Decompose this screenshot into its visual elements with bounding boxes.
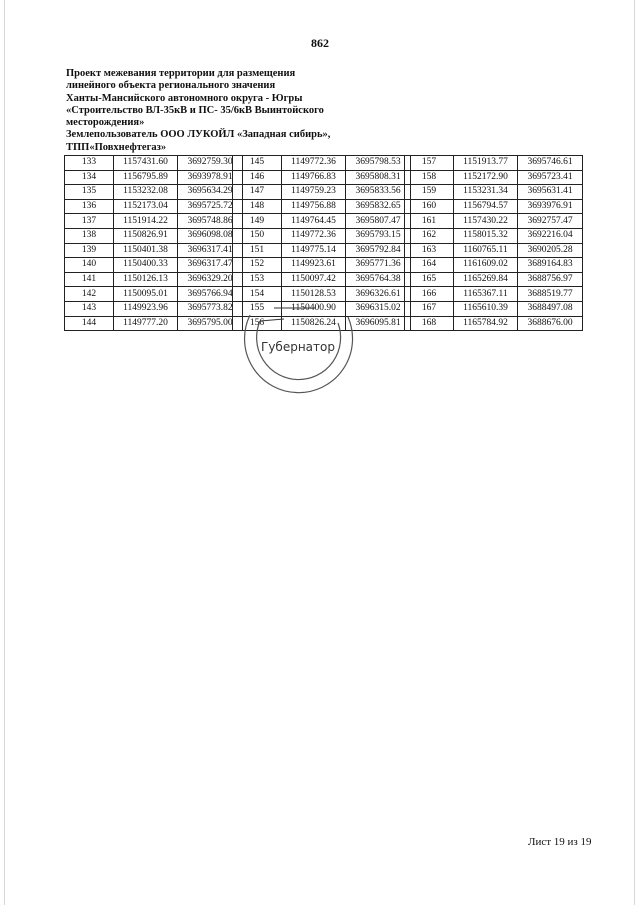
header-line: Ханты-Мансийского автономного округа - Югры (66, 92, 303, 104)
x-coordinate-cell: 1149756.88 (282, 199, 346, 214)
table-row (405, 301, 583, 316)
point-number-cell: 138 (65, 228, 114, 243)
table-row (405, 199, 583, 214)
y-coordinate-cell: 3696317.47 (178, 258, 243, 273)
table-row (405, 185, 583, 200)
x-coordinate-cell: 1149759.23 (282, 185, 346, 200)
x-coordinate-cell: 1150097.42 (282, 272, 346, 287)
table-row (65, 156, 243, 171)
point-number-cell: 146 (233, 170, 282, 185)
table-row (65, 258, 243, 273)
y-coordinate-cell: 3696326.61 (346, 287, 411, 302)
coordinates-table-1 (64, 155, 243, 331)
x-coordinate-cell: 1165784.92 (454, 316, 518, 331)
table-row (405, 287, 583, 302)
x-coordinate-cell: 1150126.13 (114, 272, 178, 287)
x-coordinate-cell: 1160765.11 (454, 243, 518, 258)
x-coordinate-cell: 1165367.11 (454, 287, 518, 302)
table-row (233, 185, 411, 200)
header-line: месторождения» (66, 117, 145, 129)
table-row (405, 156, 583, 171)
point-number-cell: 166 (405, 287, 454, 302)
point-number-cell: 148 (233, 199, 282, 214)
y-coordinate-cell: 3688519.77 (518, 287, 583, 302)
point-number-cell: 134 (65, 170, 114, 185)
y-coordinate-cell: 3696098.08 (178, 228, 243, 243)
point-number-cell: 147 (233, 185, 282, 200)
point-number-cell: 153 (233, 272, 282, 287)
table-row (405, 228, 583, 243)
scan-edge-right (634, 0, 635, 905)
table-row (233, 156, 411, 171)
table-row (405, 214, 583, 229)
point-number-cell: 136 (65, 199, 114, 214)
point-number-cell: 151 (233, 243, 282, 258)
point-number-cell: 142 (65, 287, 114, 302)
x-coordinate-cell: 1161609.02 (454, 258, 518, 273)
point-number-cell: 152 (233, 258, 282, 273)
y-coordinate-cell: 3695634.29 (178, 185, 243, 200)
x-coordinate-cell: 1150128.53 (282, 287, 346, 302)
y-coordinate-cell: 3692759.30 (178, 156, 243, 171)
y-coordinate-cell: 3695832.65 (346, 199, 411, 214)
table-row (65, 228, 243, 243)
x-coordinate-cell: 1149923.61 (282, 258, 346, 273)
table-row (65, 243, 243, 258)
x-coordinate-cell: 1152172.90 (454, 170, 518, 185)
point-number-cell: 167 (405, 301, 454, 316)
point-number-cell: 155 (233, 301, 282, 316)
y-coordinate-cell: 3695748.86 (178, 214, 243, 229)
y-coordinate-cell: 3695764.38 (346, 272, 411, 287)
y-coordinate-cell: 3688756.97 (518, 272, 583, 287)
y-coordinate-cell: 3696315.02 (346, 301, 411, 316)
y-coordinate-cell: 3688497.08 (518, 301, 583, 316)
y-coordinate-cell: 3695795.00 (178, 316, 243, 331)
table-row (65, 301, 243, 316)
x-coordinate-cell: 1150095.01 (114, 287, 178, 302)
y-coordinate-cell: 3695833.56 (346, 185, 411, 200)
y-coordinate-cell: 3693976.91 (518, 199, 583, 214)
y-coordinate-cell: 3696329.20 (178, 272, 243, 287)
point-number-cell: 140 (65, 258, 114, 273)
point-number-cell: 139 (65, 243, 114, 258)
y-coordinate-cell: 3696095.81 (346, 316, 411, 331)
y-coordinate-cell: 3695631.41 (518, 185, 583, 200)
stamp-strike-line (260, 319, 284, 321)
y-coordinate-cell: 3695773.82 (178, 301, 243, 316)
y-coordinate-cell: 3695798.53 (346, 156, 411, 171)
table-row (65, 316, 243, 331)
document-header (66, 68, 366, 154)
x-coordinate-cell: 1150826.24 (282, 316, 346, 331)
table-row (65, 272, 243, 287)
header-line: Проект межевания территории для размещения (66, 68, 296, 79)
table-row (233, 214, 411, 229)
table-row (233, 199, 411, 214)
table-row (233, 272, 411, 287)
point-number-cell: 162 (405, 228, 454, 243)
x-coordinate-cell: 1149772.36 (282, 156, 346, 171)
point-number-cell: 150 (233, 228, 282, 243)
y-coordinate-cell: 3695792.84 (346, 243, 411, 258)
table-row (405, 243, 583, 258)
point-number-cell: 154 (233, 287, 282, 302)
x-coordinate-cell: 1153231.34 (454, 185, 518, 200)
table-row (405, 316, 583, 331)
header-line: линейного объекта регионального значения (66, 80, 276, 92)
table-row (65, 287, 243, 302)
point-number-cell: 163 (405, 243, 454, 258)
x-coordinate-cell: 1156794.57 (454, 199, 518, 214)
x-coordinate-cell: 1165269.84 (454, 272, 518, 287)
y-coordinate-cell: 3693978.91 (178, 170, 243, 185)
table-row (65, 170, 243, 185)
x-coordinate-cell: 1151913.77 (454, 156, 518, 171)
x-coordinate-cell: 1149772.36 (282, 228, 346, 243)
point-number-cell: 145 (233, 156, 282, 171)
table-row (233, 243, 411, 258)
scan-edge-left (4, 0, 5, 905)
x-coordinate-cell: 1153232.08 (114, 185, 178, 200)
x-coordinate-cell: 1149764.45 (282, 214, 346, 229)
coordinates-table-3 (404, 155, 583, 331)
table-row (405, 170, 583, 185)
header-line: ТПП«Повхнефтегаз» (66, 141, 167, 153)
point-number-cell: 160 (405, 199, 454, 214)
x-coordinate-cell: 1149923.96 (114, 301, 178, 316)
table-row (65, 214, 243, 229)
governor-stamp (230, 305, 366, 405)
point-number-cell: 165 (405, 272, 454, 287)
x-coordinate-cell: 1149766.83 (282, 170, 346, 185)
y-coordinate-cell: 3695723.41 (518, 170, 583, 185)
x-coordinate-cell: 1149775.14 (282, 243, 346, 258)
x-coordinate-cell: 1157431.60 (114, 156, 178, 171)
page-number: 862 (311, 36, 329, 50)
header-line: Землепользователь ООО ЛУКОЙЛ «Западная сибирь», (66, 129, 331, 141)
x-coordinate-cell: 1150400.90 (282, 301, 346, 316)
y-coordinate-cell: 3689164.83 (518, 258, 583, 273)
point-number-cell: 168 (405, 316, 454, 331)
y-coordinate-cell: 3695725.72 (178, 199, 243, 214)
point-number-cell: 135 (65, 185, 114, 200)
x-coordinate-cell: 1152173.04 (114, 199, 178, 214)
y-coordinate-cell: 3695793.15 (346, 228, 411, 243)
stamp-title: Губернатор (261, 340, 335, 354)
y-coordinate-cell: 3690205.28 (518, 243, 583, 258)
point-number-cell: 137 (65, 214, 114, 229)
y-coordinate-cell: 3688676.00 (518, 316, 583, 331)
header-line: «Строительство ВЛ-35кВ и ПС- 35/6кВ Выинтойского (66, 104, 324, 116)
x-coordinate-cell: 1150826.91 (114, 228, 178, 243)
point-number-cell: 158 (405, 170, 454, 185)
table-row (233, 258, 411, 273)
point-number-cell: 164 (405, 258, 454, 273)
point-number-cell: 156 (233, 316, 282, 331)
x-coordinate-cell: 1150400.33 (114, 258, 178, 273)
y-coordinate-cell: 3695771.36 (346, 258, 411, 273)
x-coordinate-cell: 1151914.22 (114, 214, 178, 229)
y-coordinate-cell: 3695807.47 (346, 214, 411, 229)
point-number-cell: 149 (233, 214, 282, 229)
x-coordinate-cell: 1149777.20 (114, 316, 178, 331)
point-number-cell: 159 (405, 185, 454, 200)
point-number-cell: 141 (65, 272, 114, 287)
point-number-cell: 161 (405, 214, 454, 229)
point-number-cell: 143 (65, 301, 114, 316)
table-row (233, 170, 411, 185)
y-coordinate-cell: 3692216.04 (518, 228, 583, 243)
y-coordinate-cell: 3695808.31 (346, 170, 411, 185)
point-number-cell: 157 (405, 156, 454, 171)
x-coordinate-cell: 1157430.22 (454, 214, 518, 229)
point-number-cell: 133 (65, 156, 114, 171)
x-coordinate-cell: 1165610.39 (454, 301, 518, 316)
table-row (233, 228, 411, 243)
table-row (405, 258, 583, 273)
table-row (405, 272, 583, 287)
table-row (65, 185, 243, 200)
y-coordinate-cell: 3696317.41 (178, 243, 243, 258)
sheet-counter: Лист 19 из 19 (528, 836, 592, 848)
x-coordinate-cell: 1156795.89 (114, 170, 178, 185)
y-coordinate-cell: 3695746.61 (518, 156, 583, 171)
y-coordinate-cell: 3695766.94 (178, 287, 243, 302)
table-row (65, 199, 243, 214)
x-coordinate-cell: 1158015.32 (454, 228, 518, 243)
x-coordinate-cell: 1150401.38 (114, 243, 178, 258)
y-coordinate-cell: 3692757.47 (518, 214, 583, 229)
point-number-cell: 144 (65, 316, 114, 331)
table-row (233, 287, 411, 302)
